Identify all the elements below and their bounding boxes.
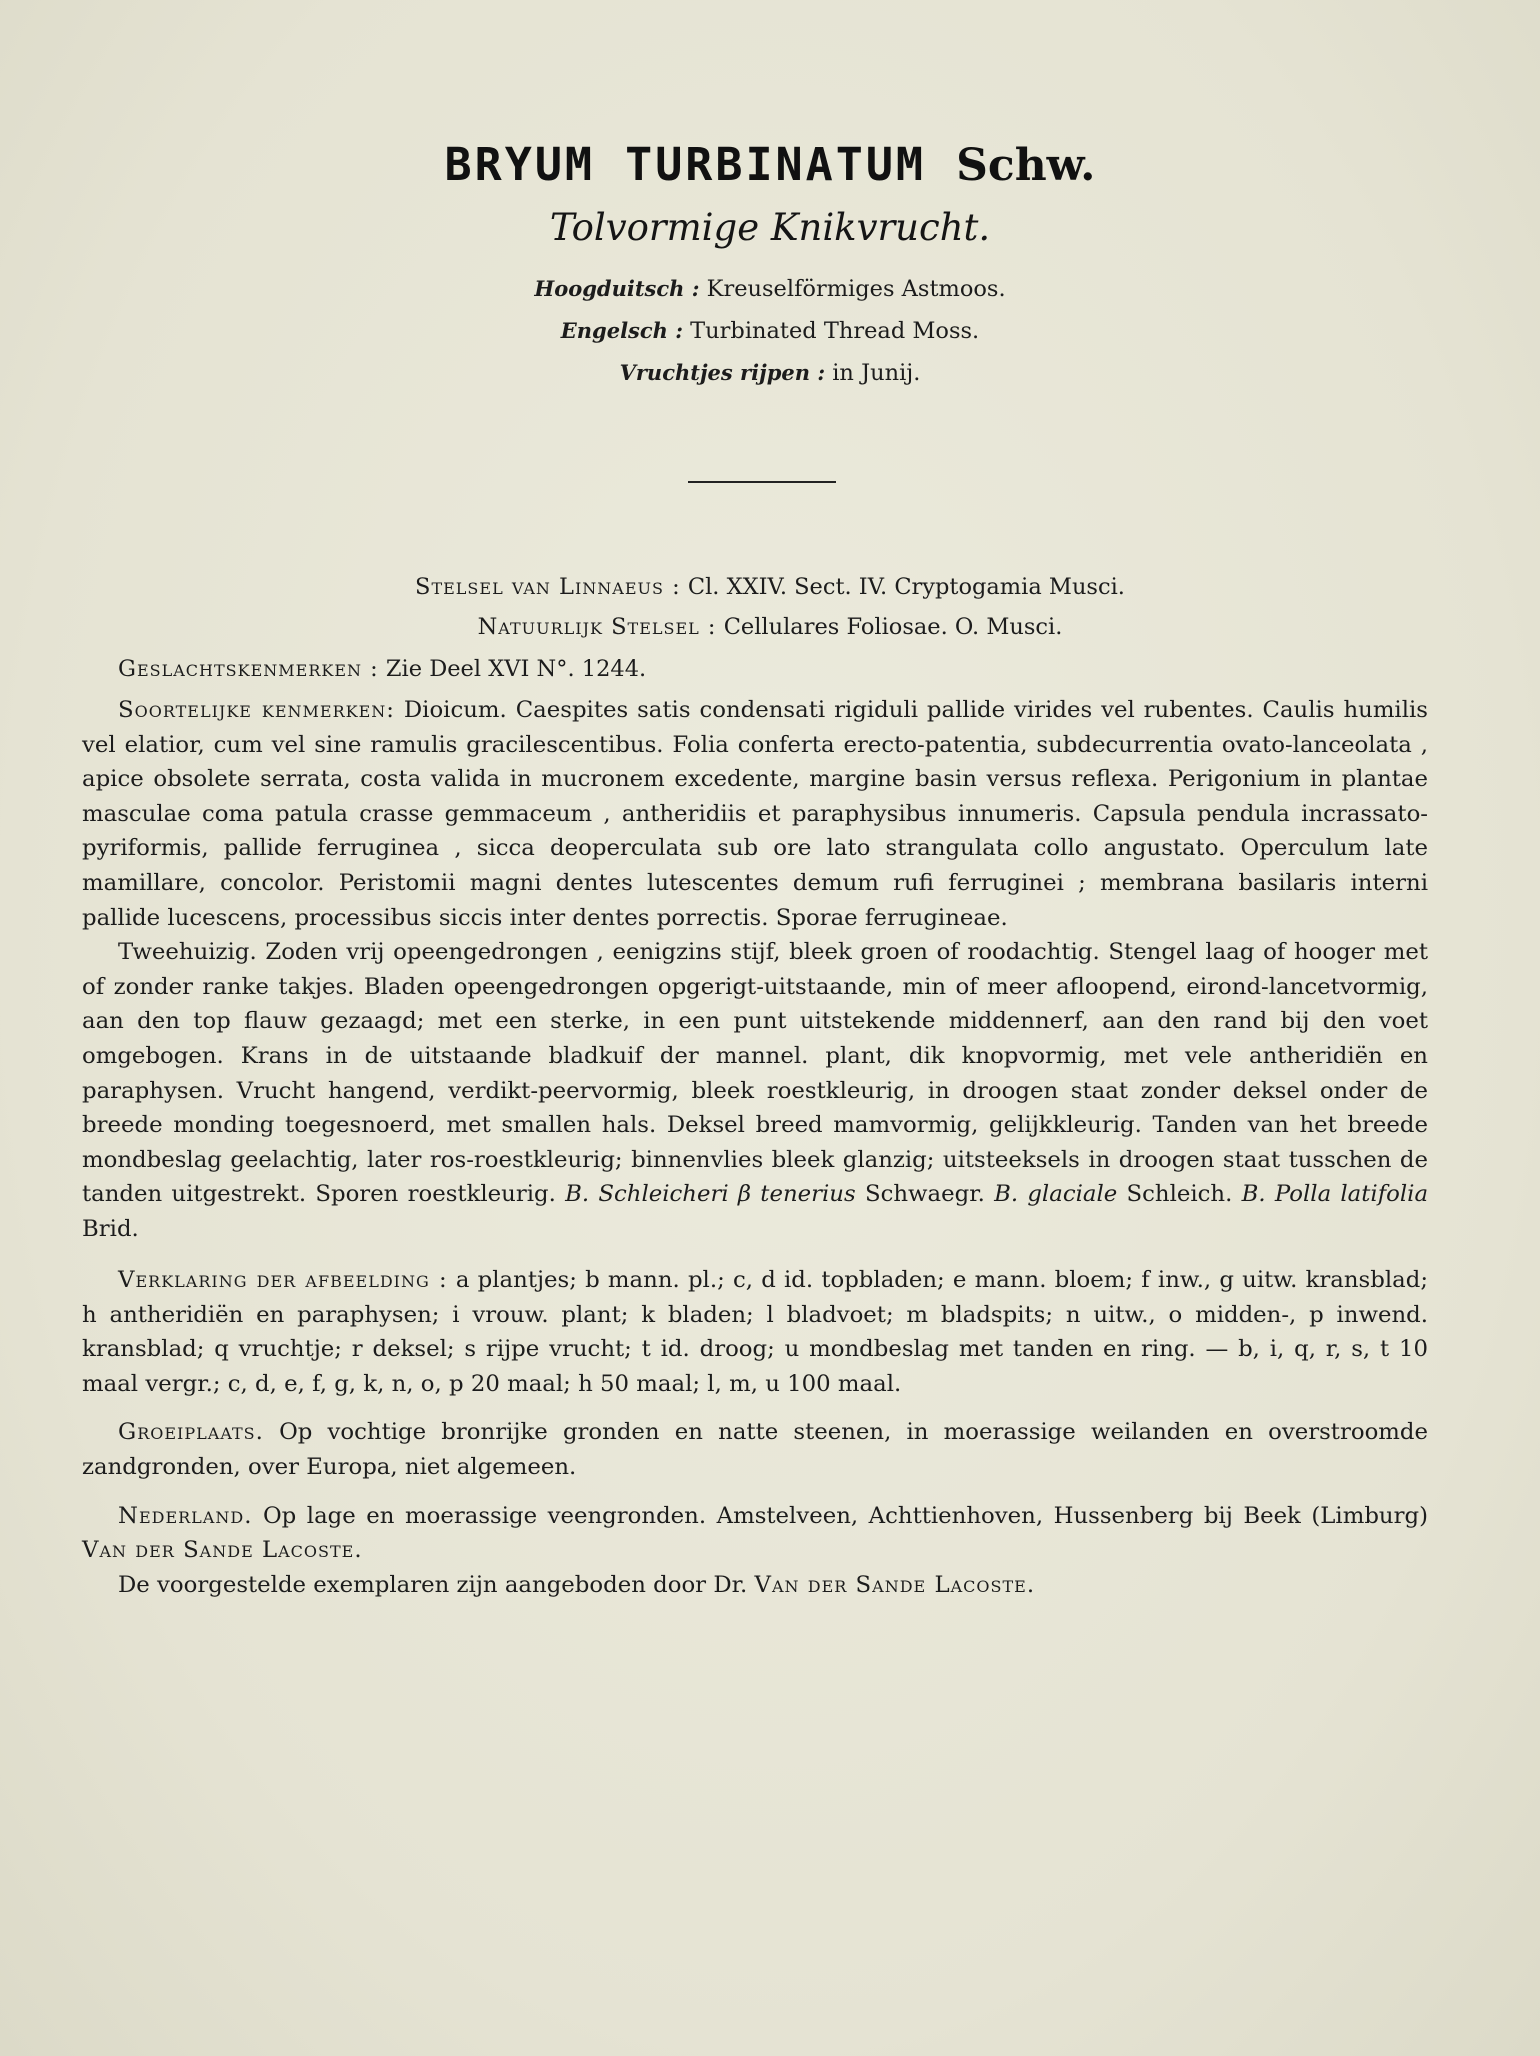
synonym-1-author: Schwaegr. <box>864 1181 985 1208</box>
donation <box>82 1568 1428 1603</box>
figure-explanation <box>82 1263 1428 1401</box>
species-author: Schw. <box>956 140 1096 191</box>
netherlands-text: Op lage en moerassige veengronden. Amstelveen, Achttienhoven, Hussenberg bij Beek (Limburg) <box>262 1502 1429 1529</box>
dutch-text: Tweehuizig. Zoden vrij opeengedrongen , eenigzins stijf, bleek groen of roodachtig. Stengel laag of hooger met of zonder ranke takjes. Bladen opeengedrongen opgerigt-uitstaande, min of meer afloopend, eirond-lancetvormig, aan den top flauw gezaagd; met een sterke, in een punt uitstekende middennerf, aan den rand bij den voet omgebogen. Krans in de uitstaande bladkuif der mannel. plant, dik knopvormig, met vele antheridiën en paraphysen. Vrucht hangend, verdikt-peervormig, bleek roestkleurig, in droogen staat zonder deksel onder de breede monding toegesnoerd, met smallen hals. Deksel breed mamvormig, gelijkkleurig. Tanden van het breede mondbeslag geelachtig, later ros-roestkleurig; binnenvlies bleek glanzig; uitsteeksels in droogen staat tusschen de tanden uitgestrekt. Sporen roestkleurig. <box>82 939 1428 1208</box>
netherlands-collector: Van der Sande Lacoste. <box>82 1537 363 1564</box>
species-label: Soortelijke kenmerken: <box>118 697 395 723</box>
dutch-description <box>82 935 1428 1246</box>
name-german-key: Hoogduitsch : <box>534 276 700 301</box>
donation-donor: Van der Sande Lacoste. <box>754 1571 1036 1598</box>
species-name: BRYUM TURBINATUM <box>444 138 927 191</box>
natural-label: Natuurlijk Stelsel : <box>477 614 717 640</box>
synonym-2-author: Schleich. <box>1126 1181 1233 1208</box>
natural-value: Cellulares Foliosae. O. Musci. <box>723 614 1063 640</box>
species-description <box>82 693 1428 1247</box>
name-german <box>0 276 1540 302</box>
genus-value: Zie Deel XVI N°. 1244. <box>385 656 647 682</box>
linnaeus-value: Cl. XXIV. Sect. IV. Cryptogamia Musci. <box>687 574 1125 600</box>
netherlands <box>82 1499 1428 1568</box>
linnaeus-system <box>0 574 1540 600</box>
habitat-text: Op vochtige bronrijke gronden en natte steenen, in moerassige weilanden en overstroomde zandgronden, over Europa, niet algemeen. <box>82 1419 1428 1480</box>
name-english <box>0 318 1540 344</box>
linnaeus-label: Stelsel van Linnaeus : <box>415 574 681 600</box>
netherlands-label: Nederland. <box>118 1502 253 1529</box>
donation-text: De voorgestelde exemplaren zijn aangeboden door Dr. <box>118 1571 748 1598</box>
synonym-1: B. Schleicheri β tenerius <box>565 1181 856 1208</box>
natural-system <box>0 614 1540 640</box>
habitat <box>82 1415 1428 1484</box>
lower-sections <box>82 1263 1428 1602</box>
species-title <box>0 138 1540 191</box>
genus-label: Geslachtskenmerken : <box>118 656 379 682</box>
synonym-2: B. glaciale <box>994 1181 1118 1208</box>
explanation-text: a plantjes; b mann. pl.; c, d id. topbladen; e mann. bloem; f inw., g uitw. kransblad; h antheridiën en paraphysen; i vrouw. plant; k bladen; l bladvoet; m bladspits; n uitw., o midden-, p inwend. kransblad; q vruchtje; r deksel; s rijpe vrucht; t id. droog; u mondbeslag met tanden en ring. — b, i, q, r, s, t 10 maal vergr.; c, d, e, f, g, k, n, o, p 20 maal; h 50 maal; l, m, u 100 maal. <box>82 1267 1429 1397</box>
name-english-key: Engelsch : <box>560 318 684 343</box>
dutch-name: Tolvormige Knikvrucht. <box>549 206 991 249</box>
synonym-3: B. Polla latifolia <box>1241 1181 1429 1208</box>
fruit-ripening-value: in Junij. <box>832 360 921 386</box>
habitat-label: Groeiplaats. <box>118 1419 264 1446</box>
name-german-value: Kreuselförmiges Astmoos. <box>706 276 1006 302</box>
name-english-value: Turbinated Thread Moss. <box>690 318 980 344</box>
genus-characters <box>118 656 646 682</box>
divider-rule <box>688 481 836 483</box>
fruit-ripening <box>0 360 1540 386</box>
synonym-3-author: Brid. <box>82 1215 139 1242</box>
latin-diagnosis <box>82 693 1428 935</box>
latin-text: Dioicum. Caespites satis condensati rigiduli pallide virides vel rubentes. Caulis humilis vel elatior, cum vel sine ramulis gracilescentibus. Folia conferta erecto-patentia, subdecurrentia ovato-lanceolata , apice obsolete serrata, costa valida in mucronem excedente, margine basin versus reflexa. Perigonium in plantae masculae coma patula crasse gemmaceum , antheridiis et paraphysibus innumeris. Capsula pendula incrassato-pyriformis, pallide ferruginea , sicca deoperculata sub ore lato strangulata collo angustato. Operculum late mamillare, concolor. Peristomii magni dentes lutescentes demum rufi ferruginei ; membrana basilaris interni pallide lucescens, processibus siccis inter dentes porrectis. Sporae ferrugineae. <box>82 697 1429 931</box>
fruit-ripening-key: Vruchtjes rijpen : <box>619 360 826 385</box>
explanation-label: Verklaring der afbeelding : <box>118 1267 448 1293</box>
